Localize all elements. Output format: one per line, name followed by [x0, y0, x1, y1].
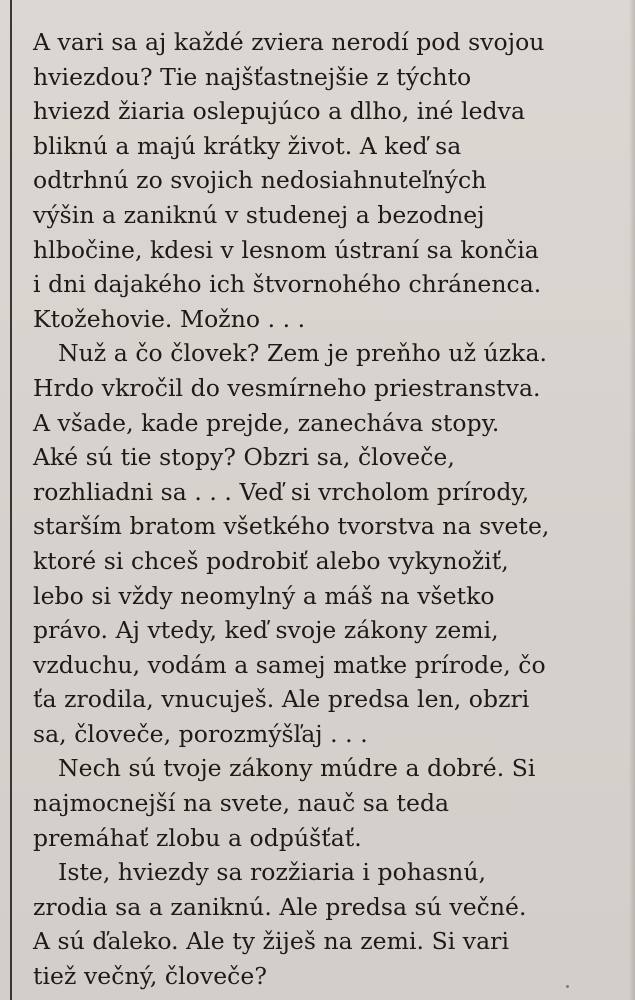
text-line: A všade, kade prejde, zanecháva stopy.	[33, 408, 500, 437]
text-line: hviezdou? Tie najšťastnejšie z týchto	[33, 62, 472, 91]
text-line: hlbočine, kdesi v lesnom ústraní sa končia	[33, 235, 539, 264]
text-line: premáhať zlobu a odpúšťať.	[33, 823, 362, 852]
text-line: Aké sú tie stopy? Obzri sa, človeče,	[33, 443, 455, 472]
text-line: sa, človeče, porozmýšľaj . . .	[33, 719, 368, 748]
text-line: bliknú a majú krátky život. A keď sa	[33, 131, 462, 160]
text-line: najmocnejší na svete, nauč sa teda	[33, 789, 450, 818]
paragraph-2	[33, 336, 625, 751]
text-line: vzduchu, vodám a samej matke prírode, čo	[33, 650, 546, 679]
book-page-text	[33, 25, 625, 994]
text-line: Nech sú tvoje zákony múdre a dobré. Si	[58, 754, 536, 783]
text-line: výšin a zaniknú v studenej a bezodnej	[33, 200, 485, 229]
text-line: A vari sa aj každé zviera nerodí pod svojou	[33, 28, 545, 56]
text-line: ťa zrodila, vnucuješ. Ale predsa len, obzri	[33, 685, 530, 714]
text-line: právo. Aj vtedy, keď svoje zákony zemi,	[33, 616, 499, 645]
text-line: zrodia sa a zaniknú. Ale predsa sú večné.	[33, 892, 527, 921]
page-edge-shadow	[629, 0, 635, 1000]
text-line: Ktožehovie. Možno . . .	[33, 304, 306, 333]
text-line: i dni dajakého ich štvornohého chránenca.	[33, 270, 542, 299]
paragraph-1	[33, 25, 625, 336]
text-line: Iste, hviezdy sa rozžiaria i pohasnú,	[58, 858, 487, 887]
text-line: odtrhnú zo svojich nedosiahnuteľných	[33, 166, 487, 195]
text-line: rozhliadni sa . . . Veď si vrcholom prírody,	[33, 477, 530, 506]
text-line: lebo si vždy neomylný a máš na všetko	[33, 581, 495, 610]
paragraph-4	[33, 855, 625, 993]
text-line: tiež večný, človeče?	[33, 962, 267, 991]
text-line: Nuž a čo človek? Zem je preňho už úzka.	[58, 339, 548, 368]
text-line: starším bratom všetkého tvorstva na svete,	[33, 512, 550, 541]
page-margin-rule	[10, 0, 12, 1000]
text-line: A sú ďaleko. Ale ty žiješ na zemi. Si vari	[33, 927, 510, 956]
paragraph-3	[33, 751, 625, 855]
paper-speck	[566, 985, 569, 988]
text-line: hviezd žiaria oslepujúco a dlho, iné ledva	[33, 97, 526, 126]
text-line: ktoré si chceš podrobiť alebo vykynožiť,	[33, 546, 509, 575]
text-line: Hrdo vkročil do vesmírneho priestranstva.	[33, 373, 541, 402]
